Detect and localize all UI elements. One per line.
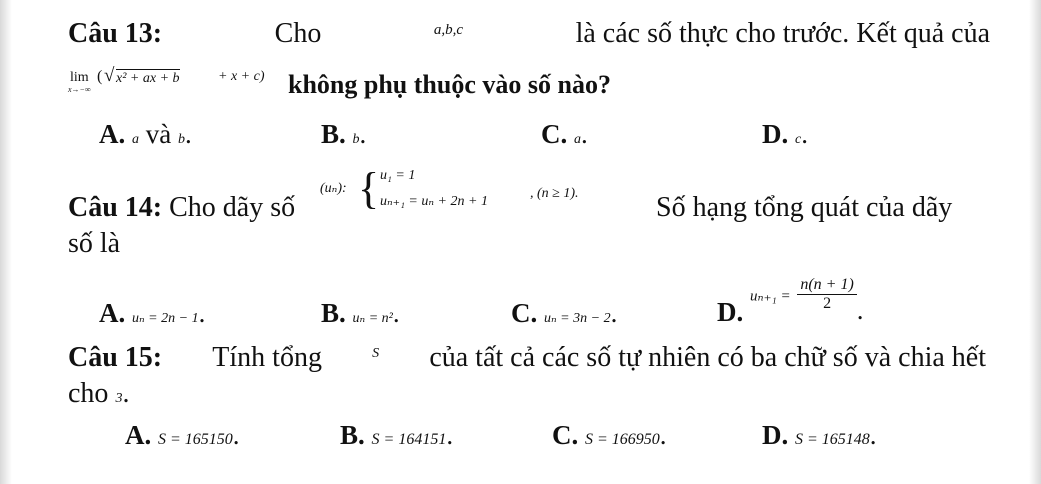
question-13-label: Câu 13: [68,18,163,49]
question-15-var: S [372,346,380,361]
option-b-math: S = 164151 [371,431,447,448]
question-15-end: . [122,378,130,409]
limit-tail: + x + c) [218,69,265,84]
sqrt-symbol: √ [104,65,115,86]
option-d-math: c [795,132,802,147]
question-14-sequence-system [320,166,640,216]
question-13-text-cho: Cho [274,18,322,49]
option-d-math-left: uₙ₊₁ = [750,288,791,305]
system-brace: { [358,164,380,213]
question-13-option-b [321,119,366,150]
option-a-end: . [232,420,240,450]
system-line-1: u₁ = 1 [380,168,416,183]
option-a-end: . [198,298,206,328]
option-c-letter: C. [511,298,538,328]
question-14-option-c [511,298,617,329]
question-13-option-c [541,119,588,150]
sqrt-radicand: x² + ax + b [116,71,180,86]
option-d-end: . [856,294,864,325]
option-d-letter: D. [762,119,789,149]
question-15-line-1 [68,342,986,374]
question-15-option-a [125,420,240,451]
option-a-math: a [132,132,139,147]
question-13-text: là các số thực cho trước. Kết quả của [575,18,990,49]
option-d-end: . [801,119,808,149]
option-a-letter: A. [99,298,126,328]
option-a-math: uₙ = 2n − 1 [132,311,199,326]
option-b-end: . [392,298,400,328]
question-14-option-a [99,298,205,329]
option-d-denominator: 2 [823,295,832,312]
limit-subscript: x→−∞ [68,85,91,94]
option-c-end: . [659,420,667,450]
limit-operator: lim [70,70,89,85]
question-15-option-b [340,420,453,451]
option-a-math2: b [177,132,185,147]
question-15-text-1: Tính tổng [212,342,322,373]
system-line-2: uₙ₊₁ = uₙ + 2n + 1 [380,194,488,209]
option-d-numerator: n(n + 1) [797,276,856,295]
option-d-math: S = 165148 [795,431,870,448]
sequence-name: (uₙ): [320,181,347,196]
option-a-end: . [184,119,192,149]
question-14-text-2: Số hạng tổng quát của dãy [656,192,953,223]
option-b-letter: B. [340,420,365,450]
option-a-math: S = 165150 [158,431,233,448]
question-14-option-d [717,276,864,327]
option-a-letter: A. [125,420,152,450]
option-d-fraction [797,276,856,313]
question-15-text-2: của tất cả các số tự nhiên có ba chữ số và chia hết [429,342,986,373]
option-d-letter: D. [717,296,744,327]
question-13-line-2-text: không phụ thuộc vào số nào? [288,70,611,99]
question-14-text-3: số là [68,228,121,259]
option-c-math: uₙ = 3n − 2 [544,311,611,326]
option-b-math: b [352,132,360,147]
question-15-line-2 [68,378,129,410]
left-page-edge [0,0,12,484]
question-13-vars: a,b,c [433,22,464,38]
question-14-text-1: Cho dãy số [169,192,296,223]
question-15-label: Câu 15: [68,342,163,373]
option-b-end: . [446,420,454,450]
question-15-option-d [762,420,877,451]
option-b-math: uₙ = n² [352,311,393,326]
option-c-end: . [581,119,588,149]
limit-open-paren: ( [97,68,103,85]
option-d-end: . [869,420,877,450]
option-b-end: . [359,119,367,149]
option-c-math: S = 166950 [585,431,660,448]
question-14-label: Câu 14: [68,192,163,223]
option-a-text: và [145,119,172,149]
question-15-text-3: cho [68,378,109,409]
option-b-letter: B. [321,119,346,149]
system-condition: , (n ≥ 1). [530,186,579,201]
question-14-option-b [321,298,400,329]
option-a-letter: A. [99,119,126,149]
option-b-letter: B. [321,298,346,328]
option-c-letter: C. [541,119,568,149]
question-13-option-a [99,119,192,150]
option-c-letter: C. [552,420,579,450]
question-13-option-d [762,119,808,150]
question-15-option-c [552,420,667,451]
right-page-edge [1029,0,1041,484]
option-c-end: . [610,298,618,328]
option-c-math: a [574,132,581,147]
question-14-line-1 [68,192,295,224]
question-15-number: 3 [115,391,123,406]
option-d-letter: D. [762,420,789,450]
question-13-line-1 [68,18,990,50]
